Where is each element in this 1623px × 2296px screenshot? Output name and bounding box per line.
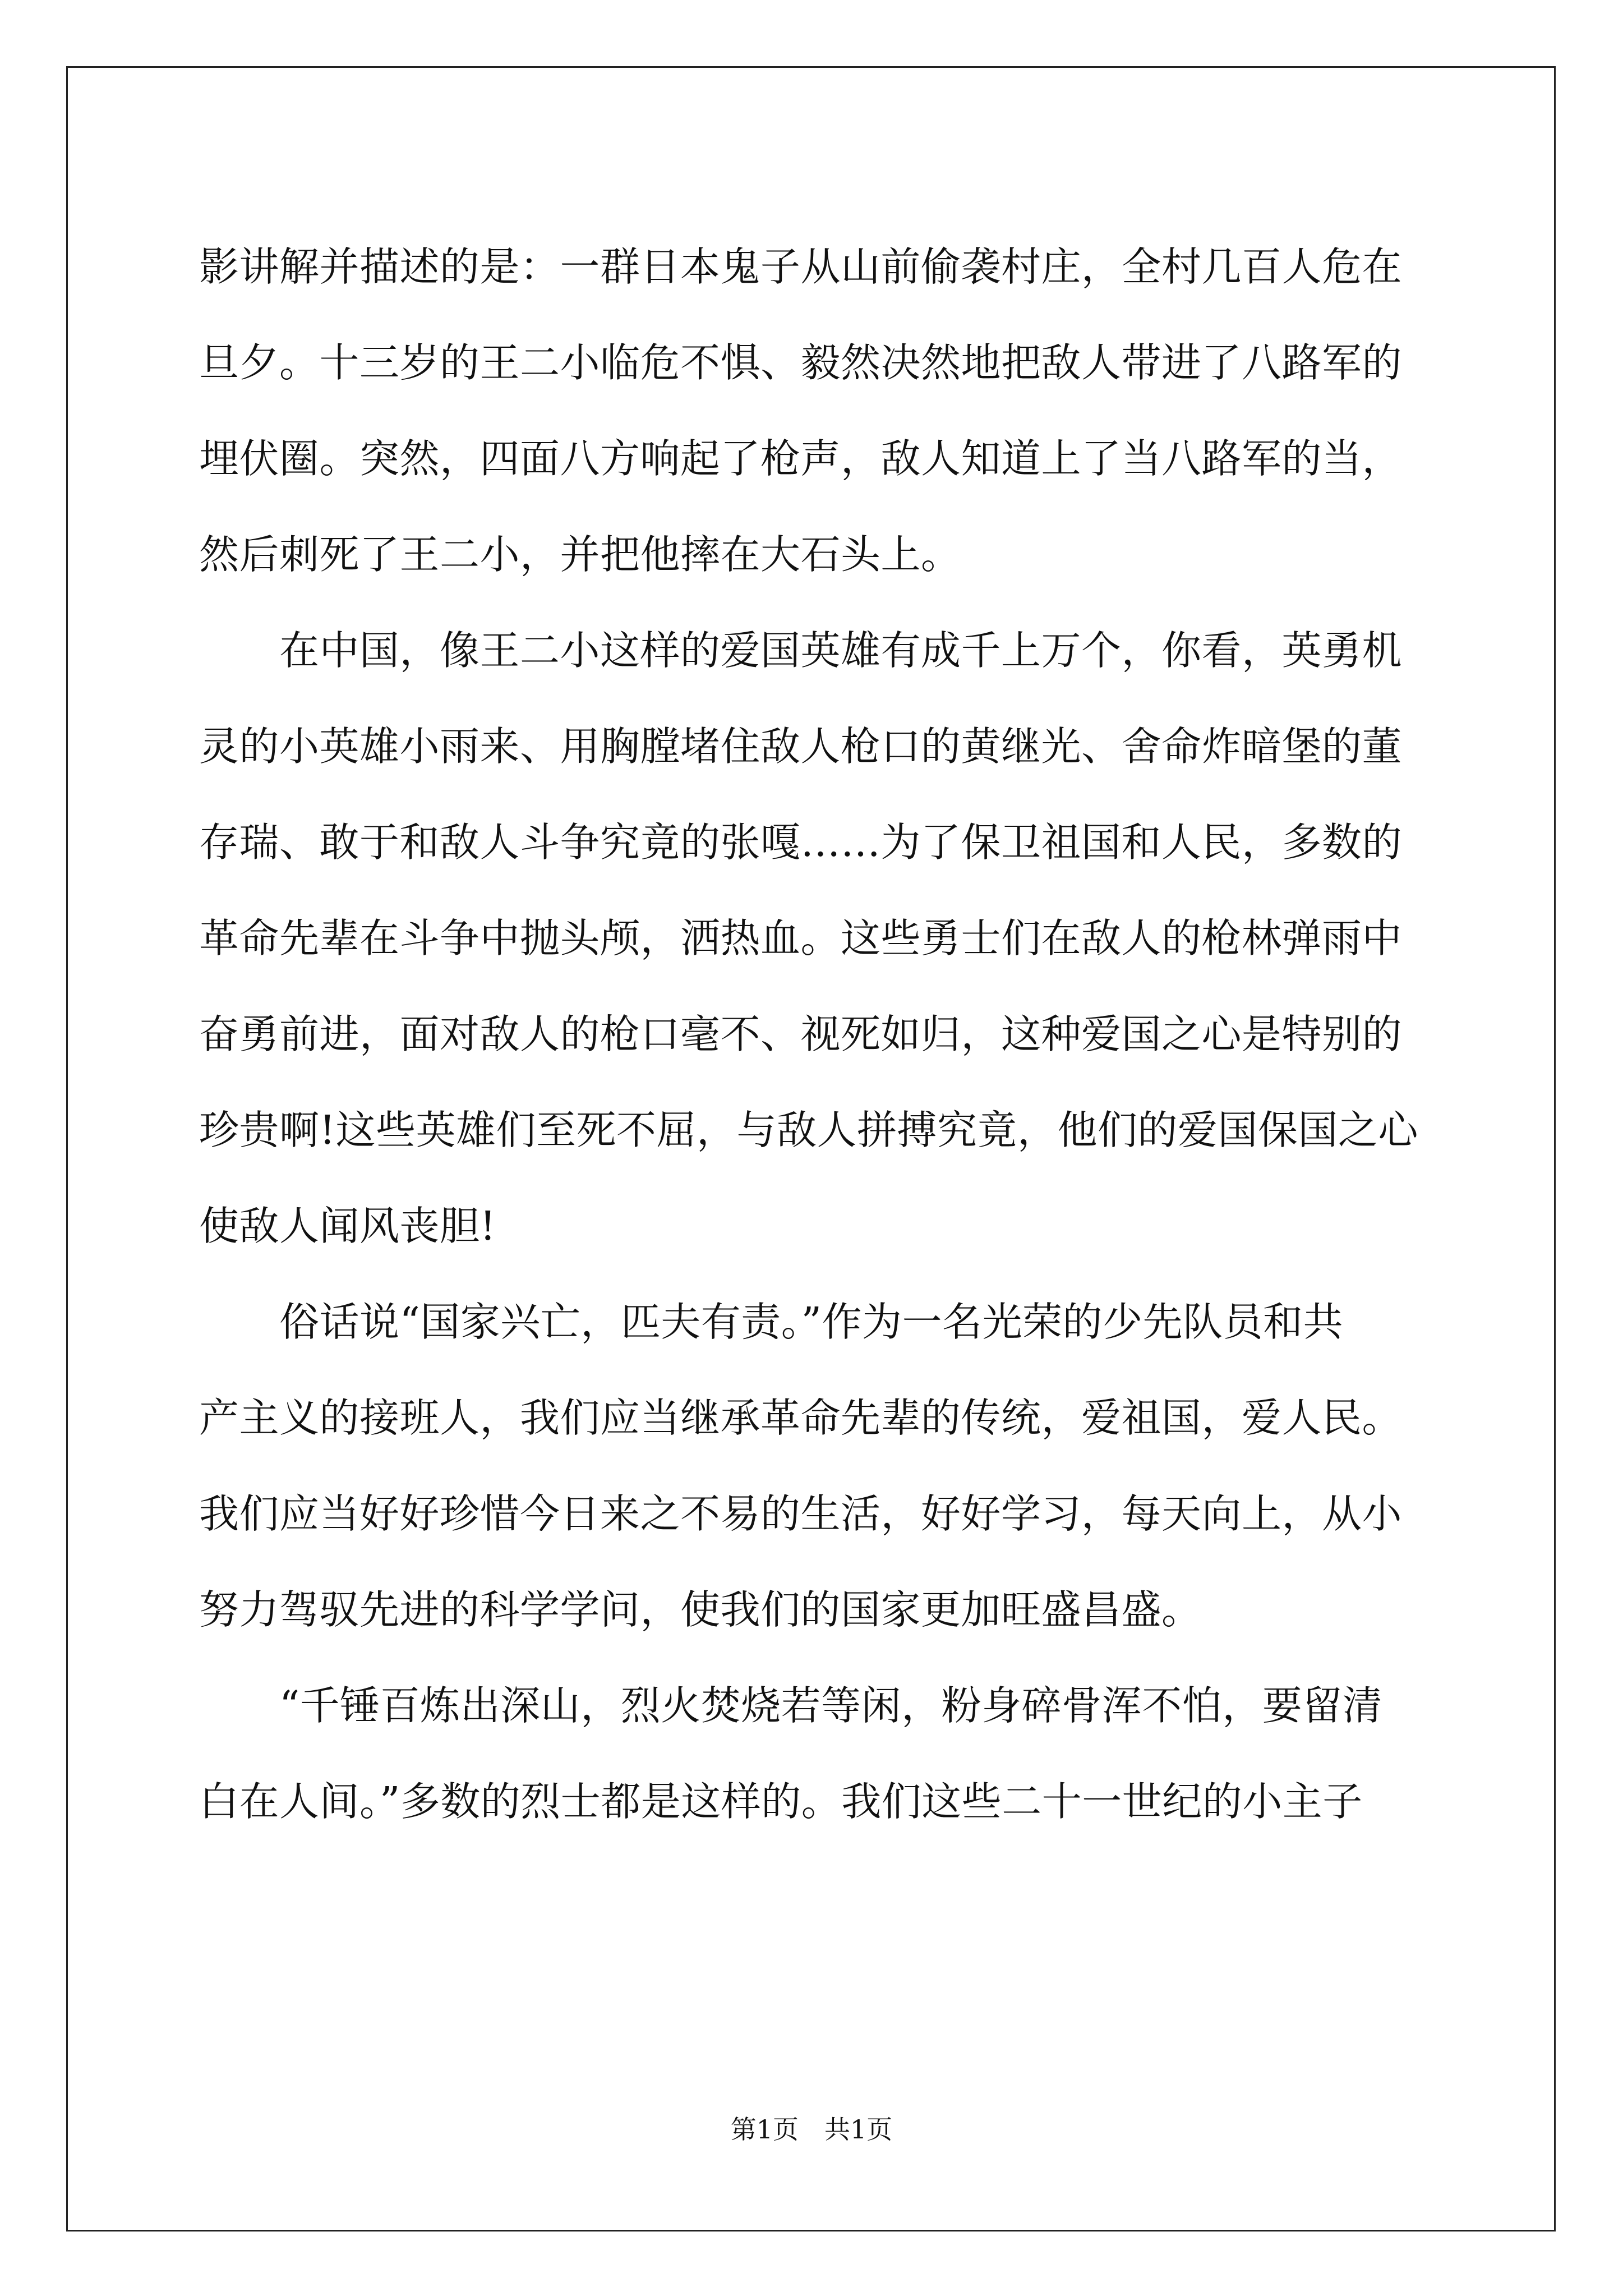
text-line: 旦夕。十三岁的王二小临危不惧、毅然决然地把敌人带进了八路军的 xyxy=(199,339,1403,386)
text-line: 珍贵啊!这些英雄们至死不屈，与敌人拼搏究竟，他们的爱国保国之心 xyxy=(199,1107,1419,1153)
text-line: 产主义的接班人，我们应当继承革命先辈的传统，爱祖国，爱人民。 xyxy=(199,1395,1403,1441)
page-number-footer: 第1页 共1页 xyxy=(730,2114,893,2145)
text-line: 灵的小英雄小雨来、用胸膛堵住敌人枪口的黄继光、舍命炸暗堡的董 xyxy=(199,723,1403,770)
text-line: “千锤百炼出深山，烈火焚烧若等闲，粉身碎骨浑不怕，要留清 xyxy=(199,1682,1383,1729)
text-line: 在中国，像王二小这样的爱国英雄有成千上万个，你看，英勇机 xyxy=(199,627,1403,674)
text-line: 存瑞、敢于和敌人斗争究竟的张嘎……为了保卫祖国和人民，多数的 xyxy=(199,819,1403,866)
document-body xyxy=(199,219,1433,1849)
text-line: 影讲解并描述的是：一群日本鬼子从山前偷袭村庄，全村几百人危在 xyxy=(199,243,1403,290)
text-line: 使敌人闻风丧胆! xyxy=(199,1203,496,1249)
text-line: 我们应当好好珍惜今日来之不易的生活，好好学习，每天向上，从小 xyxy=(199,1490,1403,1537)
text-line: 俗话说“国家兴亡，匹夫有责。”作为一名光荣的少先队员和共 xyxy=(199,1299,1344,1345)
text-line: 白在人间。”多数的烈士都是这样的。我们这些二十一世纪的小主子 xyxy=(199,1778,1363,1825)
text-line: 然后刺死了王二小，并把他摔在大石头上。 xyxy=(199,531,961,578)
text-line: 努力驾驭先进的科学学问，使我们的国家更加旺盛昌盛。 xyxy=(199,1586,1202,1633)
text-line: 埋伏圈。突然，四面八方响起了枪声，敌人知道上了当八路军的当， xyxy=(199,435,1403,482)
text-line: 奋勇前进，面对敌人的枪口毫不、视死如归，这种爱国之心是特别的 xyxy=(199,1011,1403,1057)
text-line: 革命先辈在斗争中抛头颅，洒热血。这些勇士们在敌人的枪林弹雨中 xyxy=(199,915,1403,961)
